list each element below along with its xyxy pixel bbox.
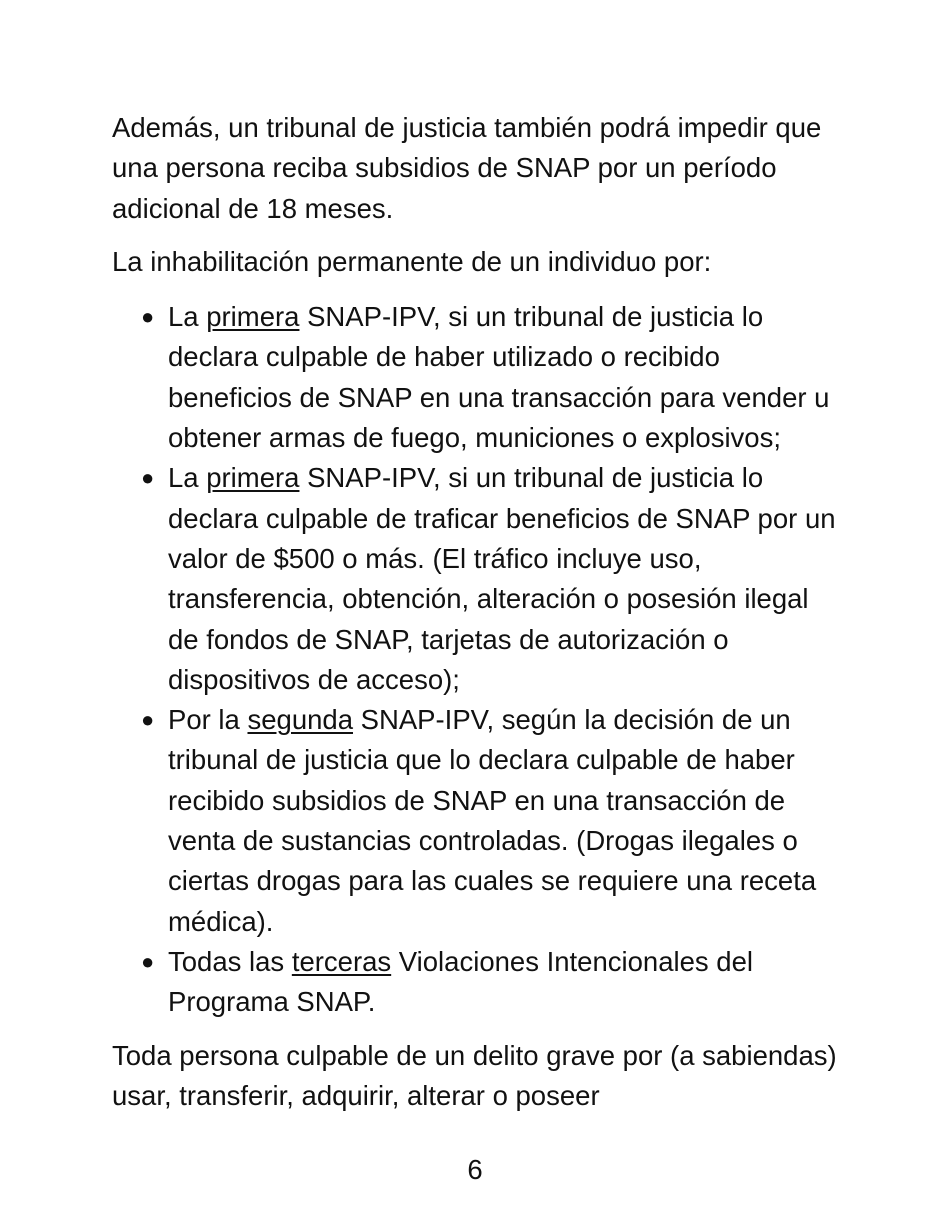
document-page	[112, 108, 842, 1116]
list-item-third-violations	[112, 942, 842, 1023]
list-item-prefix: La	[168, 301, 207, 333]
list-item-emphasis: segunda	[247, 704, 353, 736]
list-item-emphasis: primera	[206, 462, 300, 494]
bullet-icon: ●	[141, 948, 155, 974]
list-item-emphasis: primera	[206, 301, 300, 333]
list-item-text: SNAP-IPV, si un tribunal de justicia lo declara culpable de traficar beneficios de SNAP por un valor de $500 o más. (El tráfico incluye uso, transferencia, obtención, alteración o posesión ilegal de fondos de SNAP, tarjetas de autorización o dispositivos de acceso);	[168, 462, 836, 695]
list-item-firearms	[112, 297, 842, 458]
paragraph-additional-period: Además, un tribunal de justicia también podrá impedir que una persona reciba subsidios de SNAP por un período adicional de 18 meses.	[112, 112, 822, 224]
list-item-trafficking	[112, 458, 842, 700]
bullet-icon: ●	[141, 304, 155, 330]
list-item-prefix: Por la	[168, 704, 248, 736]
paragraph-felony: Toda persona culpable de un delito grave por (a sabiendas) usar, transferir, adquirir, alterar o poseer	[112, 1039, 837, 1111]
list-item-text: Violaciones Intencionales del Programa SNAP.	[168, 945, 753, 1018]
disqualification-list	[112, 297, 842, 1022]
list-item-controlled-substances	[112, 700, 842, 942]
list-item-prefix: Todas las	[168, 945, 292, 977]
list-item-text: SNAP-IPV, si un tribunal de justicia lo declara culpable de haber utilizado o recibido beneficios de SNAP en una transacción para vender u obtener armas de fuego, municiones o explosivos;	[168, 301, 830, 454]
paragraph-permanent-disqualification: La inhabilitación permanente de un individuo por:	[112, 245, 712, 277]
bullet-icon: ●	[141, 465, 155, 491]
list-item-emphasis: terceras	[291, 945, 392, 977]
bullet-icon: ●	[141, 707, 155, 733]
page-number: 6	[467, 1154, 483, 1185]
list-item-text: SNAP-IPV, según la decisión de un tribunal de justicia que lo declara culpable de haber recibido subsidios de SNAP en una transacción de venta de sustancias controladas. (Drogas ilegales o ciertas drogas para las cuales se requiere una receta médica).	[168, 704, 817, 937]
list-item-prefix: La	[168, 462, 207, 494]
